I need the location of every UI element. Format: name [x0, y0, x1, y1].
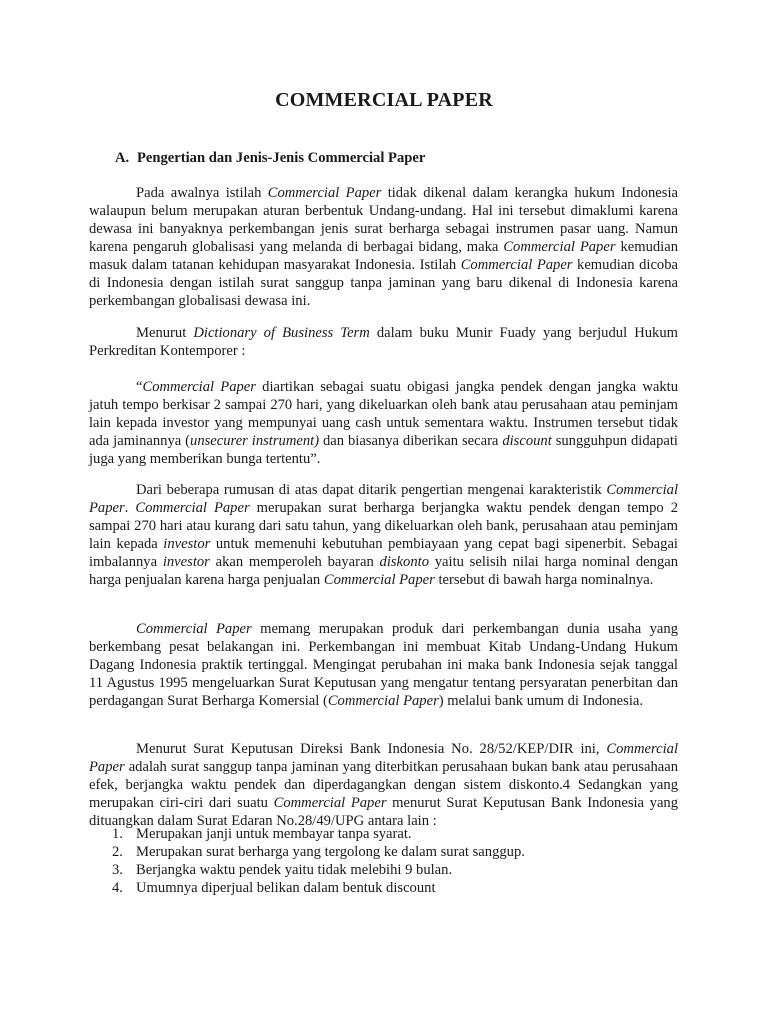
- text-run: Pada awalnya istilah: [136, 185, 268, 201]
- text-run: dalam buku Munir Fuady yang berjudul Hukum Perkreditan Kontemporer :: [89, 325, 678, 359]
- paragraph-6: [89, 740, 678, 830]
- text-run: diartikan sebagai suatu obigasi jangka pendek dengan jangka waktu jatuh tempo berkisar 2 sampai 270 hari, yang dikeluarkan oleh bank atau perusahaan atau peminjam lain kepada investor yang mempunyai uang cash untuk sementara waktu. Instrumen tersebut tidak ada jaminannya (: [89, 379, 678, 449]
- italic-term: Commercial Paper: [89, 482, 678, 516]
- italic-term: Commercial Paper: [327, 693, 439, 709]
- list-item-text: Merupakan surat berharga yang tergolong ke dalam surat sanggup.: [136, 844, 525, 860]
- italic-term: Commercial Paper: [267, 185, 382, 201]
- text-run: kemudian masuk dalam tatanan kehidupan masyarakat Indonesia. Istilah: [89, 239, 678, 273]
- text-run: akan memperoleh bayaran: [209, 554, 380, 570]
- italic-term: discount: [502, 433, 552, 449]
- text-run: Menurut Surat Keputusan Direksi Bank Indonesia No. 28/52/KEP/DIR ini,: [136, 741, 607, 757]
- text-run: “: [136, 379, 143, 395]
- list-item-number: 4.: [112, 880, 123, 896]
- list-item-text: Umumnya diperjual belikan dalam bentuk discount: [136, 880, 436, 896]
- text-run: Dari beberapa rumusan di atas dapat ditarik pengertian mengenai karakteristik: [136, 482, 607, 498]
- page-title: COMMERCIAL PAPER: [275, 89, 493, 111]
- list-item: [112, 879, 672, 897]
- list-item-text: Merupakan janji untuk membayar tanpa syarat.: [136, 826, 412, 842]
- text-run: yaitu selisih nilai harga nominal dengan harga penjualan karena harga penjualan: [89, 554, 679, 588]
- text-run: merupakan surat berharga berjangka waktu pendek dengan tempo 2 sampai 270 hari atau kurang dari satu tahun, yang dikeluarkan oleh bank, perusahaan atau peminjam lain kepada: [89, 500, 679, 552]
- italic-term: Commercial Paper: [135, 500, 250, 516]
- italic-term: Commercial Paper: [273, 795, 387, 811]
- section-heading-text: Pengertian dan Jenis-Jenis Commercial Paper: [137, 150, 426, 166]
- section-heading: [115, 150, 425, 167]
- list-item-number: 2.: [112, 844, 123, 860]
- text-run: ) melalui bank umum di Indonesia.: [438, 693, 644, 709]
- italic-term: Commercial Paper: [323, 572, 435, 588]
- italic-term: diskonto: [379, 554, 429, 570]
- list-item-number: 3.: [112, 862, 123, 878]
- text-run: memang merupakan produk dari perkembangan dunia usaha yang berkembang pesat belakangan ini. Perkembangan ini membuat Kitab Undang-Undang Hukum Dagang Indonesia praktik tertinggal. Mengingat perubahan ini maka bank Indonesia sejak tanggal 11 Agustus 1995 mengeluarkan Surat Keputusan yang mengatur tentang persyaratan penerbitan dan perdagangan Surat Berharga Komersial (: [89, 621, 678, 709]
- paragraph-2: [89, 324, 678, 360]
- list-item: [112, 861, 672, 879]
- text-run: adalah surat sanggup tanpa jaminan yang diterbitkan perusahaan bukan bank atau perusahaan efek, berjangka waktu pendek dan diperdagangkan dengan sistem diskonto.4 Sedangkan yang merupakan ciri-ciri dari suatu: [89, 759, 678, 811]
- paragraph-5: [89, 620, 678, 710]
- list-item: [112, 843, 672, 861]
- italic-term: Dictionary of Business Term: [193, 325, 370, 341]
- italic-term: investor: [162, 554, 210, 570]
- italic-term: Commercial Paper: [503, 239, 616, 255]
- list-item-number: 1.: [112, 826, 123, 842]
- list-item: [112, 825, 672, 843]
- text-run: tersebut di bawah harga nominalnya.: [434, 572, 654, 588]
- text-run: untuk memenuhi kebutuhan pembiayaan yang cepat bagi sipenerbit. Sebagai imbalannya: [89, 536, 678, 570]
- paragraph-1: [89, 184, 678, 310]
- paragraph-4: [89, 481, 678, 589]
- text-run: menurut Surat Keputusan Bank Indonesia yang dituangkan dalam Surat Edaran No.28/49/UPG antara lain :: [89, 795, 679, 829]
- list-item-text: Berjangka waktu pendek yaitu tidak melebihi 9 bulan.: [136, 862, 453, 878]
- italic-term: Commercial Paper: [460, 257, 573, 273]
- section-marker: A.: [115, 150, 130, 166]
- text-run: dan biasanya diberikan secara: [319, 433, 503, 449]
- italic-term: Commercial Paper: [136, 621, 252, 637]
- paragraph-3: [89, 378, 678, 468]
- text-run: Menurut: [136, 325, 194, 341]
- italic-term: Commercial Paper: [89, 741, 678, 775]
- text-run: .: [124, 500, 136, 516]
- text-run: sungguhpun didapati juga yang memberikan bunga tertentu”.: [89, 433, 678, 467]
- italic-term: unsecurer instrument): [190, 433, 320, 449]
- italic-term: Commercial Paper: [142, 379, 256, 395]
- text-run: tidak dikenal dalam kerangka hukum Indonesia walaupun belum merupakan aturan berbentuk Undang-undang. Hal ini tersebut dimaklumi karena dewasa ini banyaknya perkembangan jenis surat berharga sebagai instrumen pasar uang. Namun karena pengaruh globalisasi yang melanda di berbagai bidang, maka: [89, 185, 678, 255]
- text-run: kemudian dicoba di Indonesia dengan istilah surat sanggup tanpa jaminan yang baru dikenal di Indonesia karena perkembangan globalisasi dewasa ini.: [89, 257, 679, 309]
- numbered-list: [112, 825, 672, 897]
- italic-term: investor: [163, 536, 211, 552]
